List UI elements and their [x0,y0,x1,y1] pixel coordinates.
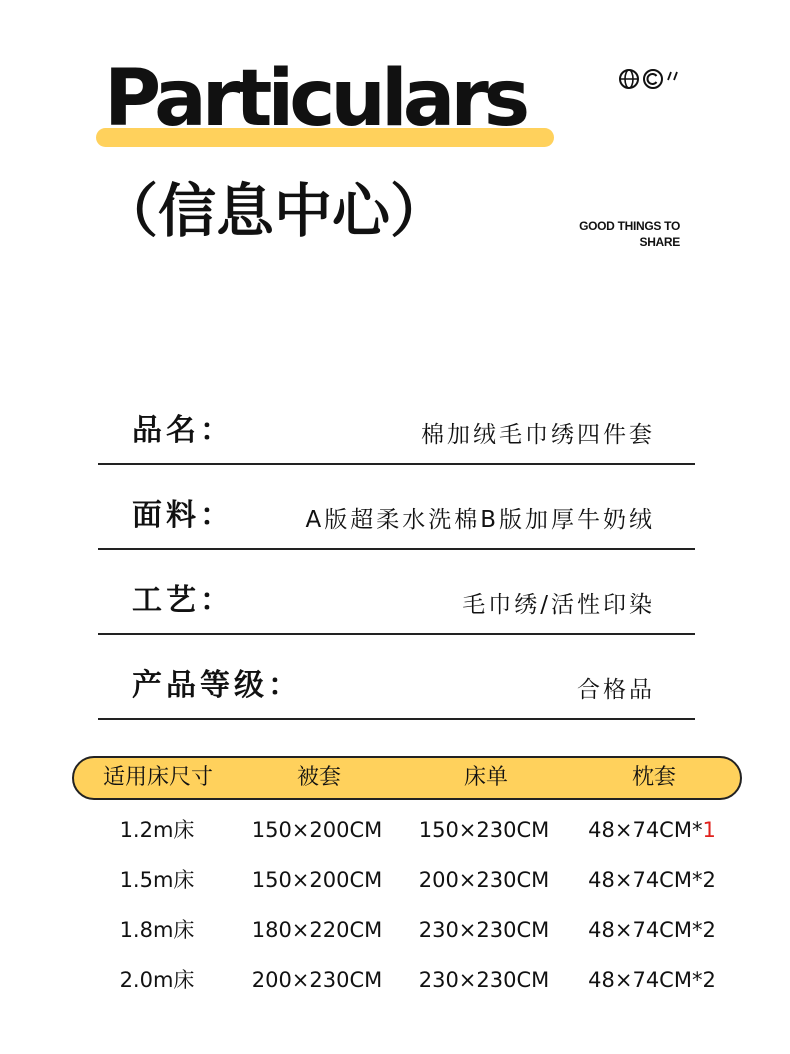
pillow-size: 48×74CM* [588,918,703,942]
header-duvet: 被套 [296,765,341,790]
cell-pillow [567,855,737,905]
pillow-qty: 2 [702,968,716,992]
pillow-size: 48×74CM* [588,818,703,842]
info-row-grade [98,635,695,720]
globe-icon [618,68,640,90]
pillow-size: 48×74CM* [588,868,703,892]
cell-duvet: 150×200CM [251,818,383,842]
info-label: 面料： [132,498,234,533]
info-row-material [98,465,695,550]
info-label: 品名： [132,413,234,448]
cell-pillow [567,955,737,1005]
table-row [72,855,742,905]
product-info-list [98,380,695,720]
info-row-craft [98,550,695,635]
pillow-qty: 1 [702,818,716,842]
header-pillow: 枕套 [631,765,676,790]
cell-pillow [567,805,737,855]
cell-pillow [567,905,737,955]
tagline-line-1: GOOD THINGS TO [579,219,680,233]
copyright-circle-icon [642,68,664,90]
pillow-qty: 2 [702,868,716,892]
info-value: A版超柔水洗棉B版加厚牛奶绒 [305,507,655,533]
cell-bed: 1.2m床 [119,818,195,842]
info-label: 产品等级： [132,668,302,703]
header-sheet: 床单 [463,765,508,790]
quote-mark-icon [666,68,680,90]
info-row-product-name [98,380,695,465]
page-title: Particulars [104,54,526,144]
pillow-qty: 2 [702,918,716,942]
table-row [72,955,742,1005]
size-table-header [72,756,742,800]
cell-bed: 2.0m床 [119,968,195,992]
table-row [72,905,742,955]
brand-icons [618,68,680,90]
cell-bed: 1.5m床 [119,868,195,892]
size-table-body [72,805,742,1005]
info-value: 合格品 [577,677,655,703]
cell-duvet: 150×200CM [251,868,383,892]
cell-sheet: 150×230CM [418,818,550,842]
cell-bed: 1.8m床 [119,918,195,942]
header-bed-size: 适用床尺寸 [102,765,213,790]
tagline-line-2: SHARE [639,235,680,249]
cell-sheet: 230×230CM [418,968,550,992]
pillow-size: 48×74CM* [588,968,703,992]
info-value: 棉加绒毛巾绣四件套 [421,422,655,448]
info-value: 毛巾绣/活性印染 [462,592,655,618]
page-subtitle: （信息中心） [100,177,449,245]
cell-duvet: 200×230CM [251,968,383,992]
info-label: 工艺： [132,583,234,618]
cell-sheet: 200×230CM [418,868,550,892]
cell-duvet: 180×220CM [251,918,383,942]
table-row [72,805,742,855]
cell-sheet: 230×230CM [418,918,550,942]
tagline [540,218,680,250]
